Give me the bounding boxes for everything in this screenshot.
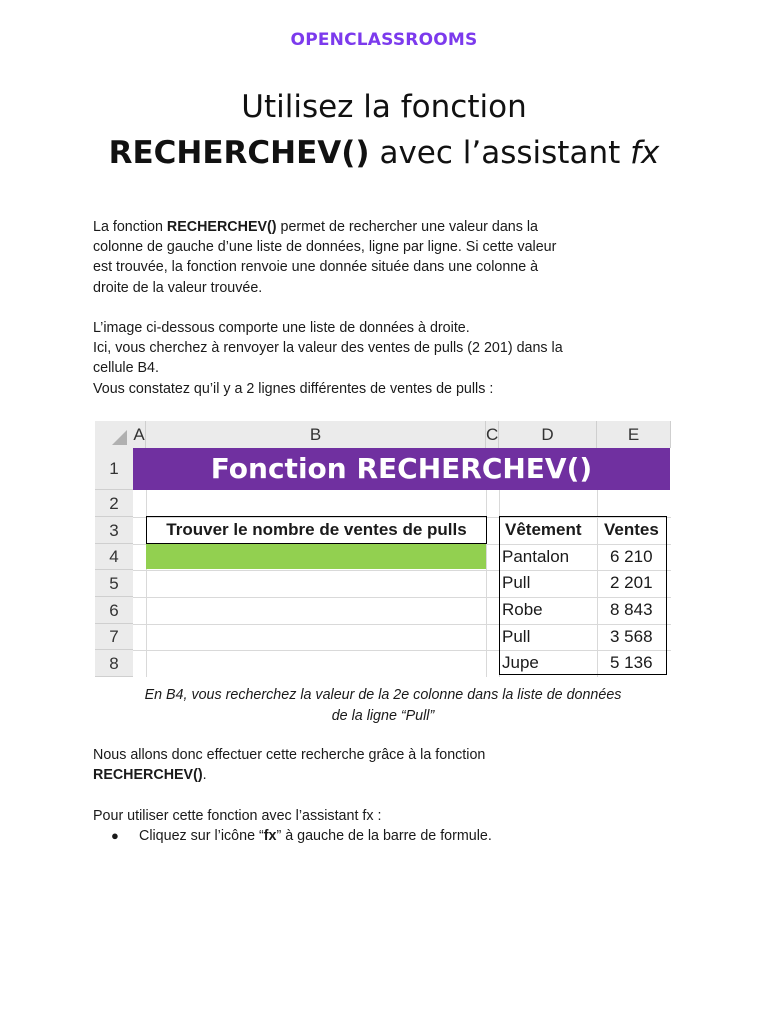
target-cell-b4 <box>146 544 486 569</box>
bullet-text-a: Cliquez sur l’icône “ <box>139 828 264 844</box>
table-cell: Jupe <box>502 653 539 672</box>
caption-line-2: de la ligne “Pull” <box>331 707 435 724</box>
table-cell: 8 843 <box>610 600 653 619</box>
select-all-corner <box>95 421 133 448</box>
intro-function-name: RECHERCHEV() <box>166 219 277 235</box>
spreadsheet-image <box>95 421 671 677</box>
row-header-8: 8 <box>95 650 133 677</box>
intro-line-4: droite de la valeur trouvée. <box>93 279 263 296</box>
row-header-5: 5 <box>95 570 133 597</box>
column-header-b: B <box>146 421 486 448</box>
column-header-a: A <box>133 421 146 448</box>
image-caption <box>93 685 673 726</box>
corner-triangle-icon <box>112 430 127 445</box>
title-middle-text: avec l’assistant <box>369 135 631 171</box>
title-function-name: RECHERCHEV() <box>108 135 370 171</box>
intro-line-3: est trouvée, la fonction renvoie une donnée située dans une colonne à <box>93 259 539 276</box>
column-header-d: D <box>499 421 597 448</box>
title-line-2 <box>0 130 768 176</box>
table-header-vetement: Vêtement <box>505 520 582 539</box>
row-header-2: 2 <box>95 490 133 517</box>
table-cell: Robe <box>502 600 543 619</box>
openclassrooms-logo: OPENCLASSROOMS <box>290 30 478 50</box>
row-header-3: 3 <box>95 517 133 544</box>
title-fx: fx <box>630 135 660 171</box>
row-header-7: 7 <box>95 624 133 650</box>
conclusion-period: . <box>202 767 207 784</box>
howto-intro: Pour utiliser cette fonction avec l’assistant fx : <box>93 808 382 824</box>
column-header-e: E <box>597 421 671 448</box>
column-header-c: C <box>486 421 499 448</box>
title-line-1: Utilisez la fonction <box>241 89 527 125</box>
table-cell: Pantalon <box>502 547 570 566</box>
table-cell: 2 201 <box>610 573 653 592</box>
context-paragraph <box>93 318 673 399</box>
row-header-4: 4 <box>95 544 133 570</box>
table-cell: 3 568 <box>610 627 653 646</box>
intro-line-1 <box>93 217 673 237</box>
conclusion-paragraph <box>93 745 673 785</box>
conclusion-line-1: Nous allons donc effectuer cette recherche grâce à la fonction <box>93 747 486 763</box>
row-header-1: 1 <box>95 448 133 490</box>
data-table <box>499 516 667 675</box>
table-cell: Pull <box>502 573 531 592</box>
bullet-text-b: ” à gauche de la barre de formule. <box>276 828 492 844</box>
table-cell: Pull <box>502 627 531 646</box>
context-line-1: L’image ci-dessous comporte une liste de données à droite. <box>93 320 470 336</box>
row-header-6: 6 <box>95 597 133 624</box>
sheet-banner: Fonction RECHERCHEV() <box>133 448 670 490</box>
page-title <box>0 84 768 176</box>
bullet-fx: fx <box>263 828 277 844</box>
context-line-2: Ici, vous cherchez à renvoyer la valeur des ventes de pulls (2 201) dans la <box>93 340 563 357</box>
intro-line-2: colonne de gauche d’une liste de données, ligne par ligne. Si cette valeur <box>93 239 557 256</box>
caption-line-1: En B4, vous recherchez la valeur de la 2e colonne dans la liste de données <box>144 687 622 703</box>
conclusion-line-2 <box>93 765 673 785</box>
context-line-4: Vous constatez qu’il y a 2 lignes différentes de ventes de pulls : <box>93 380 494 397</box>
bullet-text <box>139 826 492 846</box>
bullet-dot-icon: ● <box>111 828 119 843</box>
find-label-cell: Trouver le nombre de ventes de pulls <box>146 516 487 544</box>
intro-paragraph <box>93 217 673 298</box>
table-cell: 5 136 <box>610 653 653 672</box>
table-cell: 6 210 <box>610 547 653 566</box>
table-header-ventes: Ventes <box>604 520 659 539</box>
context-line-3: cellule B4. <box>93 360 159 377</box>
intro-text-a: La fonction <box>93 219 167 235</box>
conclusion-function-name: RECHERCHEV() <box>93 767 203 784</box>
intro-text-b: permet de rechercher une valeur dans la <box>276 219 539 235</box>
